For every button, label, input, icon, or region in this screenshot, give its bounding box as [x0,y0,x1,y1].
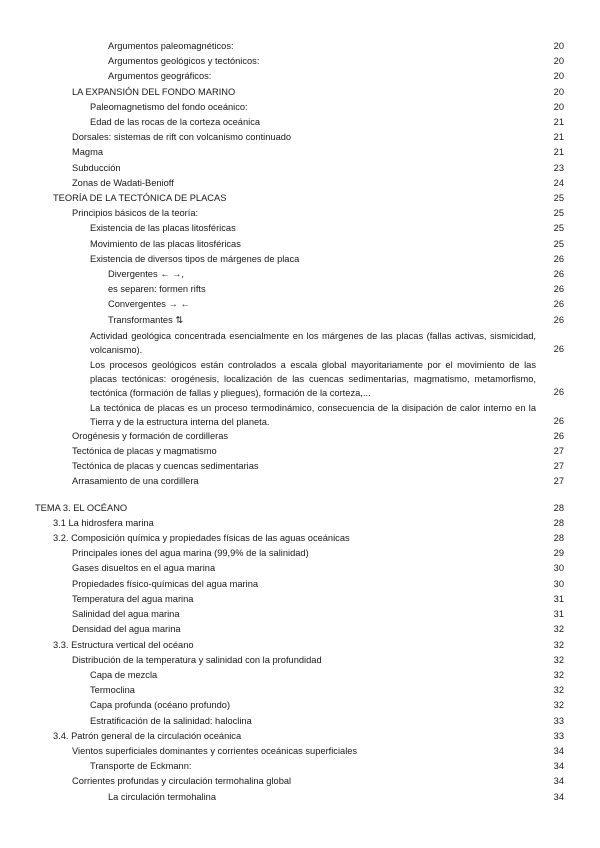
toc-entry-title: Existencia de diversos tipos de márgenes de placa [90,253,300,264]
toc-entry-page: 33 [553,715,564,726]
toc-entry-title: Convergentes → ← [108,299,190,310]
toc-entry-title: 3.3. Estructura vertical del océano [53,639,194,650]
toc-entry[interactable] [72,444,564,459]
toc-entry-title: Capa de mezcla [90,669,158,680]
toc-entry-title: 3.1 La hidrosfera marina [53,517,154,528]
toc-entry-title: Densidad del agua marina [72,624,181,635]
toc-entry[interactable] [90,759,564,774]
toc-entry-page: 32 [553,624,564,635]
toc-entry-title: Estratificación de la salinidad: haloclina [90,715,252,726]
toc-entry-page: 27 [553,446,564,457]
toc-entry-title: Principales iones del agua marina (99,9% de la salinidad) [72,548,309,559]
toc-entry[interactable] [72,429,564,444]
toc-entry[interactable] [108,69,564,84]
toc-entry-title: Vientos superficiales dominantes y corrientes oceánicas superficiales [72,745,358,756]
toc-entry[interactable] [72,546,564,561]
toc-entry-page: 24 [553,177,564,188]
toc-entry-page: 27 [553,461,564,472]
toc-entry-page: 23 [553,162,564,173]
toc-entry[interactable] [72,145,564,160]
toc-entry-title: Salinidad del agua marina [72,609,180,620]
toc-entry-page: 21 [553,117,564,128]
toc-entry-title: Argumentos geológicos y tectónicos: [108,56,260,67]
toc-entry-page: 21 [553,147,564,158]
toc-entry[interactable] [90,698,564,713]
toc-entry[interactable] [72,474,564,489]
toc-entry-title: Arrasamiento de una cordillera [72,476,199,487]
toc-entry-title: Movimiento de las placas litosféricas [90,238,241,249]
toc-entry-page: 29 [553,548,564,559]
toc-entry[interactable] [72,607,564,622]
toc-entry-title: Capa profunda (océano profundo) [90,700,231,711]
toc-entry-page: 30 [553,578,564,589]
toc-entry[interactable] [108,790,564,805]
toc-entry-page: 32 [553,639,564,650]
toc-entry[interactable] [108,39,564,54]
toc-entry-page: 28 [553,533,564,544]
toc-entry-page: 32 [553,669,564,680]
toc-entry[interactable] [90,221,564,236]
toc-entry[interactable] [72,653,564,668]
toc-entry-title: Edad de las rocas de la corteza oceánica [90,117,261,128]
toc-entry[interactable] [53,516,564,531]
toc-entry-title: Paleomagnetismo del fondo oceánico: [90,101,248,112]
toc-entry-title: Distribución de la temperatura y salinidad con la profundidad [72,654,322,665]
toc-entry[interactable] [72,577,564,592]
toc-entry[interactable] [90,683,564,698]
toc-entry[interactable] [90,252,564,267]
toc-entry-page: 30 [553,563,564,574]
toc-entry-page: 27 [553,476,564,487]
toc-entry-title: Temperatura del agua marina [72,593,194,604]
toc-entry-page: 20 [553,41,564,51]
toc-entry-page: 25 [553,193,564,204]
toc-entry[interactable] [72,774,564,789]
toc-entry-page: 26 [553,386,564,397]
toc-entry[interactable] [72,744,564,759]
toc-entry-title: 3.2. Composición química y propiedades físicas de las aguas oceánicas [53,533,350,544]
toc-entry[interactable] [53,191,564,206]
toc-entry-page: 26 [553,430,564,441]
toc-entry-title: es separen: formen rifts [108,284,206,295]
toc-entry-title: Transporte de Eckmann: [90,761,192,772]
toc-entry[interactable] [90,237,564,252]
toc-entry-page: 32 [553,685,564,696]
toc-entry[interactable] [35,501,564,516]
toc-entry[interactable] [72,85,564,100]
toc-entry-title: Corrientes profundas y circulación termohalina global [72,776,292,787]
toc-entry-title: Magma [72,147,104,158]
toc-entry-page: 20 [553,86,564,97]
toc-entry-title: TEORÍA DE LA TECTÓNICA DE PLACAS [53,193,227,204]
toc-entry-page: 20 [553,101,564,112]
toc-entry-page: 32 [553,700,564,711]
toc-entry-title: La circulación termohalina [108,791,217,802]
toc-entry-title: LA EXPANSIÓN DEL FONDO MARINO [72,86,236,97]
toc-entry[interactable] [90,115,564,130]
toc-entry-title: Gases disueltos en el agua marina [72,563,216,574]
toc-entry-title: La tectónica de placas es un proceso termodinámico, consecuencia de la disipación de calor interno en la Tierra y de la estructura interna del planeta. [90,402,536,427]
toc-entry[interactable] [72,161,564,176]
toc-entry-page: 26 [553,299,564,310]
toc-entry-page: 32 [553,654,564,665]
toc-entry-page: 25 [553,208,564,219]
toc-entry[interactable] [90,328,564,357]
toc-entry-title: Argumentos paleomagnéticos: [108,41,234,51]
toc-entry-page: 25 [553,238,564,249]
toc-entry-title: Tectónica de placas y cuencas sedimentarias [72,461,259,472]
toc-entry[interactable] [72,206,564,221]
toc-entry-page: 31 [553,609,564,620]
toc-entry-title: Argumentos geográficos: [108,71,212,82]
toc-entry-page: 26 [553,314,564,325]
toc-entry[interactable] [53,638,564,653]
toc-entry[interactable] [90,400,564,429]
toc-entry[interactable] [90,357,564,400]
toc-entry-page: 26 [553,343,564,354]
toc-entry-title: Dorsales: sistemas de rift con volcanismo continuado [72,132,292,143]
toc-entry-title: Divergentes ← →, [108,269,184,280]
toc-entry-title: Zonas de Wadati-Benioff [72,177,174,188]
toc-entry-page: 26 [553,253,564,264]
toc-entry-title: Los procesos geológicos están controlados a escala global mayoritariamente por el movimiento de las placas tectónicas: orogénesis, localización de las cuencas sedimentarias, magmatismo, metamorfismo, tectónica (formación de fallas y pliegues), formación de la corteza,... [90,359,536,398]
toc-entry-title: Orogénesis y formación de cordilleras [72,430,229,441]
toc-entry-title: Actividad geológica concentrada esencialmente en los márgenes de las placas (fallas activas, sismicidad, volcanismo). [90,330,536,355]
toc-entry-title: Transformantes ⇅ [108,314,184,325]
toc-entry[interactable] [53,729,564,744]
toc-entry[interactable] [72,561,564,576]
toc-entry[interactable] [108,282,564,297]
toc-entry-page: 20 [553,56,564,67]
toc-entry-page: 34 [553,745,564,756]
table-of-contents [0,39,600,805]
toc-entry-page: 26 [553,284,564,295]
toc-entry-title: Propiedades físico-químicas del agua marina [72,578,259,589]
toc-entry[interactable] [53,531,564,546]
toc-entry[interactable] [72,592,564,607]
toc-entry-page: 34 [553,761,564,772]
toc-entry[interactable] [90,100,564,115]
toc-entry-title: Termoclina [90,685,135,696]
toc-entry[interactable] [72,176,564,191]
toc-entry-page: 25 [553,223,564,234]
toc-entry-page: 33 [553,730,564,741]
toc-entry-page: 31 [553,593,564,604]
toc-entry[interactable] [108,297,564,312]
toc-entry[interactable] [72,130,564,145]
toc-entry-page: 28 [553,517,564,528]
toc-entry-page: 34 [553,776,564,787]
toc-entry-page: 26 [553,269,564,280]
toc-entry[interactable] [108,313,564,328]
toc-entry-title: TEMA 3. EL OCÉANO [35,502,128,513]
toc-entry-page: 20 [553,71,564,82]
toc-entry[interactable] [90,668,564,683]
toc-entry-title: Existencia de las placas litosféricas [90,223,236,234]
toc-entry[interactable] [72,459,564,474]
toc-entry-page: 34 [553,791,564,802]
toc-entry-page: 28 [553,502,564,513]
toc-entry[interactable] [90,714,564,729]
toc-entry[interactable] [108,54,564,69]
toc-entry-title: Subducción [72,162,121,173]
toc-entry-title: Tectónica de placas y magmatismo [72,446,217,457]
toc-entry-page: 26 [553,415,564,426]
toc-entry[interactable] [72,622,564,637]
toc-entry[interactable] [108,267,564,282]
toc-entry-title: 3.4. Patrón general de la circulación oceánica [53,730,242,741]
toc-entry-title: Principios básicos de la teoría: [72,208,199,219]
toc-entry-page: 21 [553,132,564,143]
